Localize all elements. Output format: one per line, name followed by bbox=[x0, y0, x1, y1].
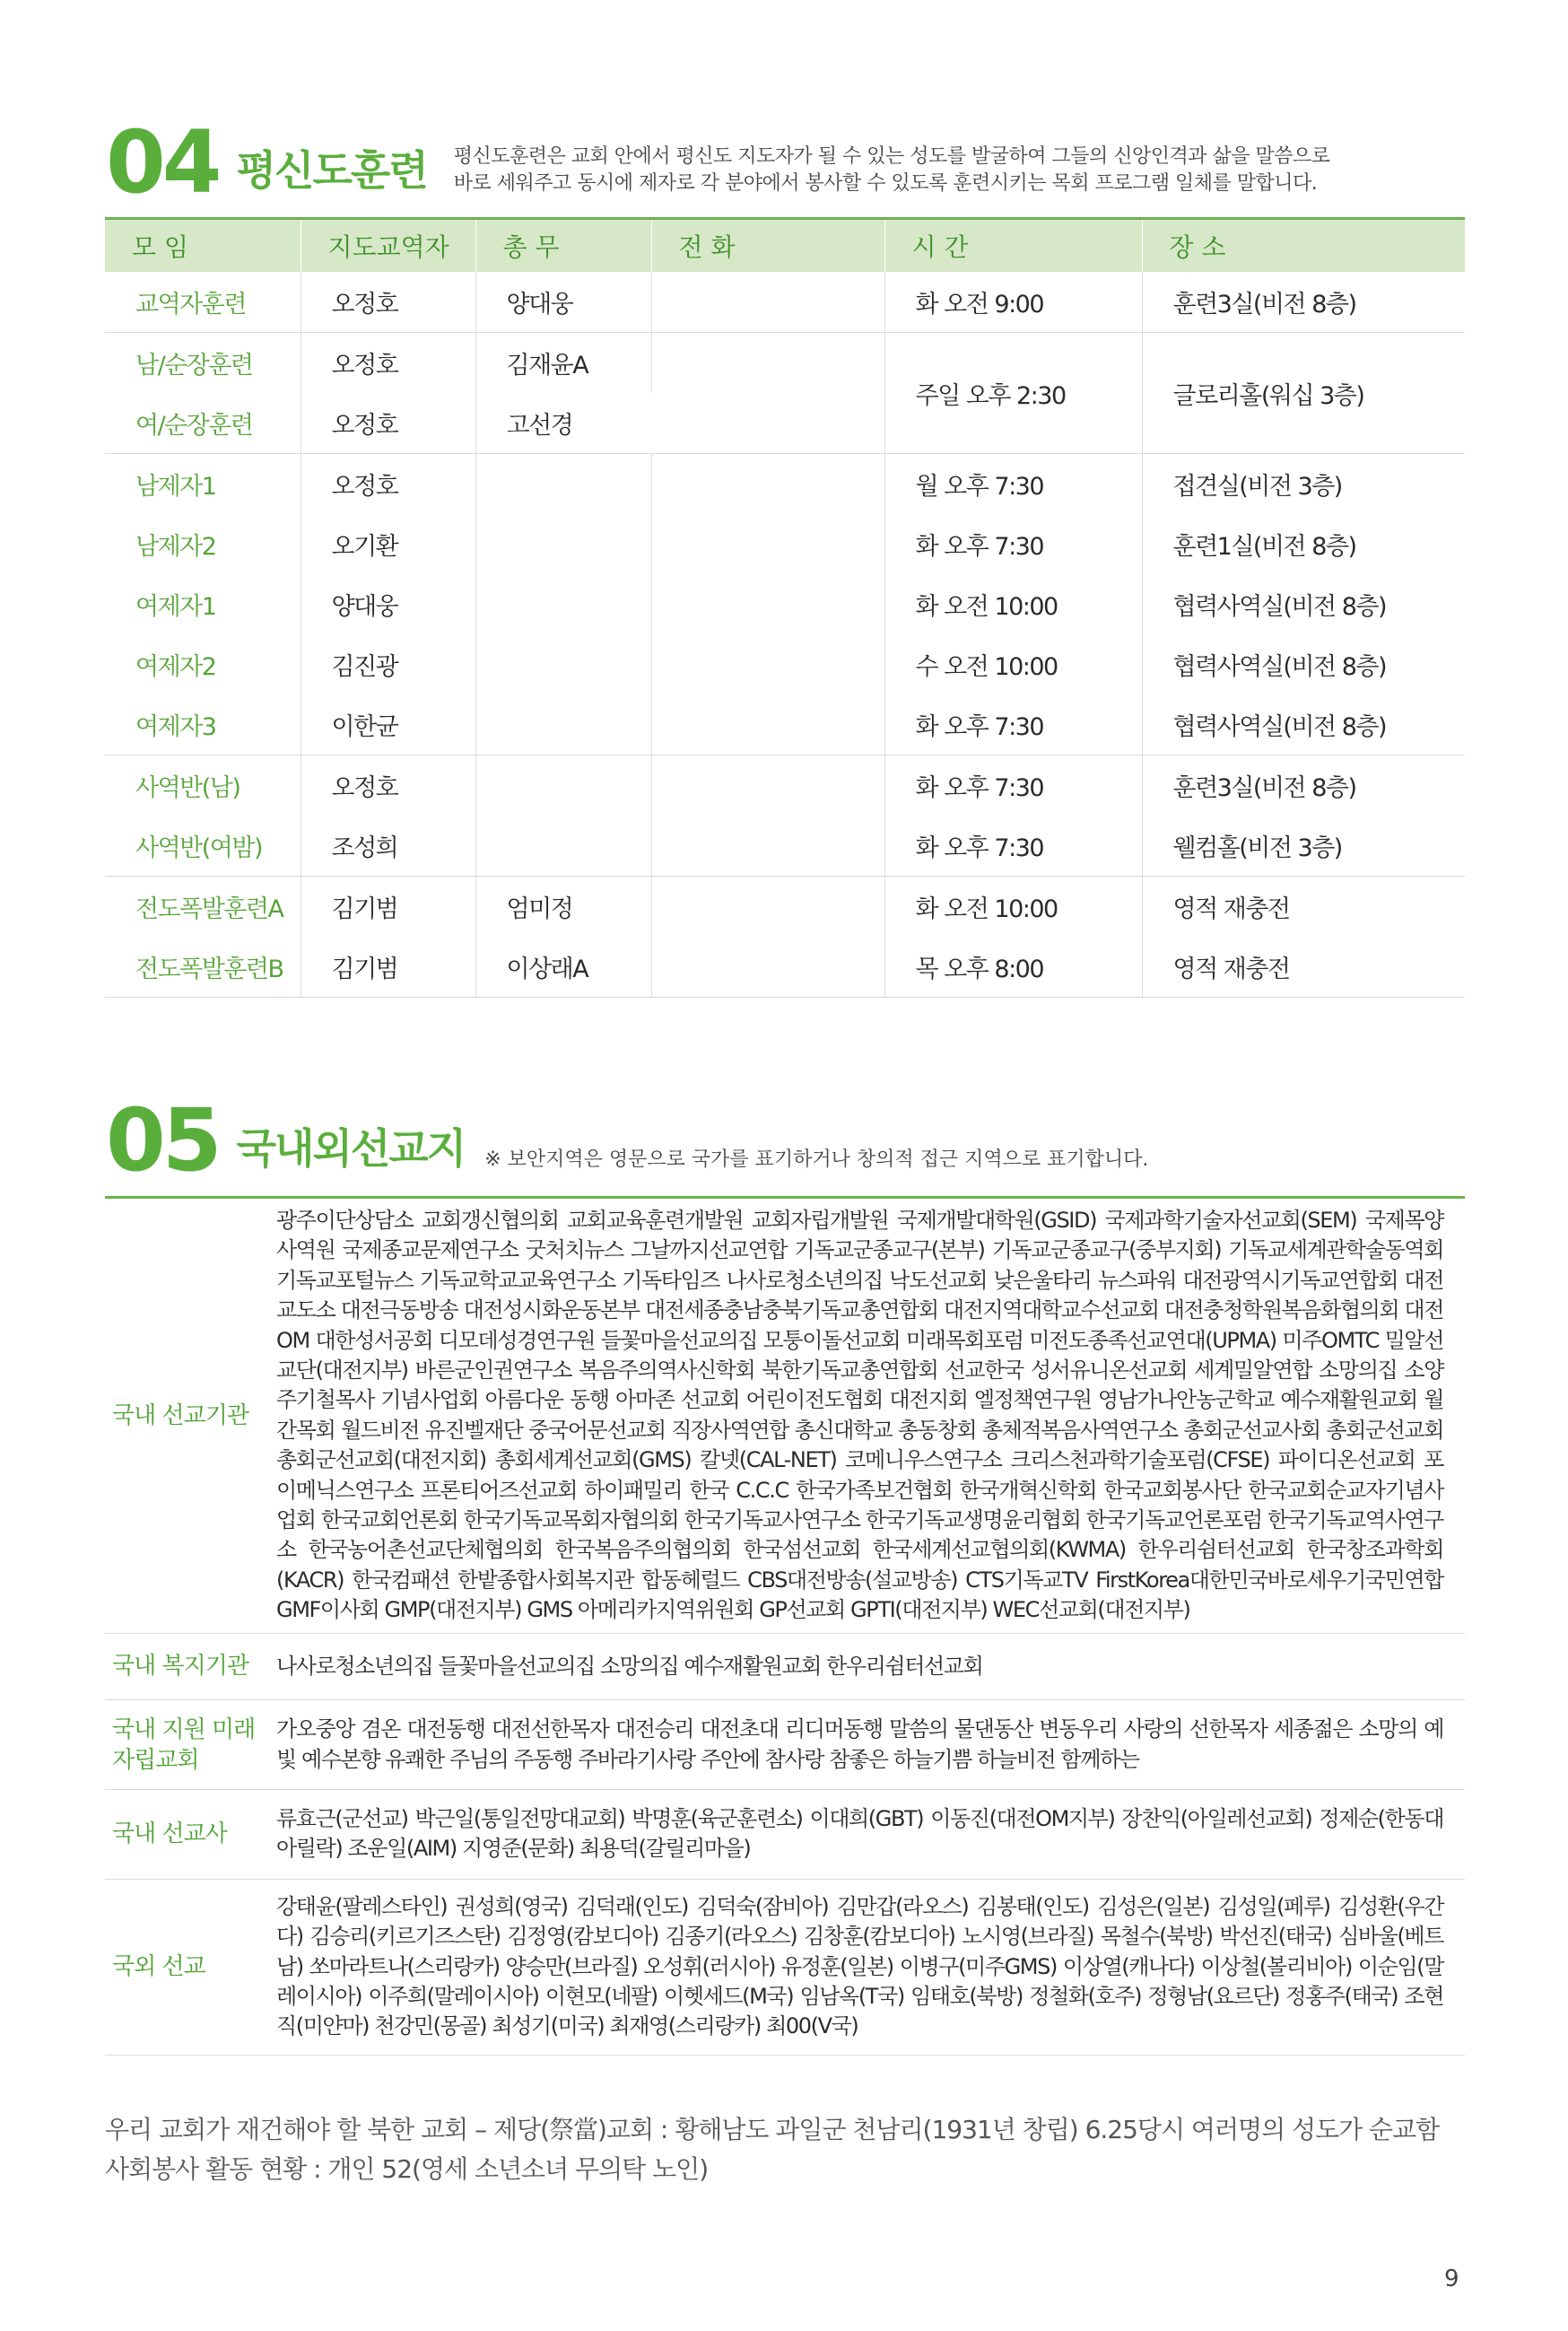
time-cell: 화 오후 7:30 bbox=[884, 694, 1142, 755]
meeting-name: 남제자2 bbox=[105, 514, 301, 574]
phone-cell bbox=[651, 755, 884, 816]
table-row bbox=[105, 454, 1465, 515]
mission-content: 강태윤(팔레스타인) 권성희(영국) 김덕래(인도) 김덕숙(잠비아) 김만갑(라오스) 김봉태(인도) 김성은(일본) 김성일(페루) 김성환(우간다) 김승리(키르기즈스탄) 김정영(캄보디아) 김종기(라오스) 김창훈(캄보디아) 노시영(브라질) 목철수(북방) 박선진(태국) 심바울(베트남) 쏘마라트나(스리랑카) 양승만(브라질) 오성휘(러시아) 유정훈(일본) 이병구(미주GMS) 이상열(캐나다) 이상철(볼리비아) 이순임(말레이시아) 이주희(말레이시아) 이현모(네팔) 이헷세드(M국) 임남옥(T국) 임태호(북방) 정철화(호주) 정형남(요르단) 정홍주(태국) 조현직(미얀마) 천강민(몽골) 최성기(미국) 최재영(스리랑카) 최00(V국) bbox=[273, 1879, 1465, 2055]
leader-name: 오정호 bbox=[301, 393, 475, 454]
footnote-north-korea-church: 우리 교회가 재건해야 할 북한 교회 – 제당(祭當)교회 : 황해남도 과일군 천남리(1931년 창립) 6.25당시 여러명의 성도가 순교함 bbox=[105, 2115, 1440, 2144]
section-04-description bbox=[454, 144, 1330, 197]
leader-name: 오정호 bbox=[301, 333, 475, 394]
phone-cell bbox=[651, 877, 884, 938]
table-row bbox=[105, 272, 1465, 333]
secretary-name bbox=[475, 816, 651, 877]
mission-row bbox=[105, 1198, 1465, 1634]
time-cell: 화 오전 9:00 bbox=[884, 272, 1142, 333]
header-time: 시 간 bbox=[884, 219, 1142, 273]
section-04-desc-line: 바로 세워주고 동시에 제자로 각 분야에서 봉사할 수 있도록 훈련시키는 목회 프로그램 일체를 말합니다. bbox=[453, 172, 1318, 195]
table-row bbox=[105, 877, 1465, 938]
section-05-header bbox=[106, 1090, 1149, 1191]
meeting-name: 여제자2 bbox=[105, 634, 301, 694]
place-cell: 훈련1실(비전 8층) bbox=[1172, 533, 1356, 561]
place-cell: 훈련3실(비전 8층) bbox=[1172, 774, 1356, 802]
page-number: 9 bbox=[1444, 2266, 1459, 2292]
table-row bbox=[105, 333, 1465, 394]
place-cell: 웰컴홀(비전 3층) bbox=[1142, 816, 1465, 877]
training-schedule-table bbox=[105, 217, 1465, 998]
footnote-social-service: 사회봉사 활동 현황 : 개인 52(영세 소년소녀 무의탁 노인) bbox=[105, 2154, 709, 2184]
mission-row bbox=[105, 1633, 1465, 1699]
secretary-name bbox=[475, 454, 651, 515]
mission-content: 광주이단상담소 교회갱신협의회 교회교육훈련개발원 교회자립개발원 국제개발대학원(GSID) 국제과학기술자선교회(SEM) 국제목양사역원 국제종교문제연구소 굿처치뉴스 그날까지선교연합 기독교군종교구(본부) 기독교군종교구(중부지회) 기독교세계관학술동역회 기독교포털뉴스 기독교학교교육연구소 기독타임즈 나사로청소년의집 낙도선교회 낮은울타리 뉴스파워 대전광역시기독교연합회 대전교도소 대전극동방송 대전성시화운동본부 대전세종충남충북기독교총연합회 대전지역대학교수선교회 대전충청학원복음화협의회 대전OM 대한성서공회 디모데성경연구원 들꽃마을선교의집 모퉁이돌선교회 미래목회포럼 미전도종족선교연대(UPMA) 미주OMTC 밀알선교단(대전지부) 바른군인권연구소 복음주의역사신학회 북한기독교총연합회 선교한국 성서유니온선교회 세계밀알연합 소망의집 소양 주기철목사 기념사업회 아름다운 동행 아마존 선교회 어린이전도협회 대전지회 엘정책연구원 영남가나안농군학교 예수재활원교회 월간목회 월드비전 유진벨재단 중국어문선교회 직장사역연합 총신대학교 총동창회 총체적복음사역연구소 총회군선교사회 총회군선교회 총회군선교회(대전지회) 총회세계선교회(GMS) 칼넷(CAL-NET) 코메니우스연구소 크리스천과학기술포럼(CFSE) 파이디온선교회 포이메닉스연구소 프론티어즈선교회 하이패밀리 한국 C.C.C 한국가족보건협회 한국개혁신학회 한국교회봉사단 한국교회순교자기념사업회 한국교회언론회 한국기독교목회자협의회 한국기독교사연구소 한국기독교생명윤리협회 한국기독교언론포럼 한국기독교역사연구소 한국농어촌선교단체협의회 한국복음주의협의회 한국섬선교회 한국세계선교협의회(KWMA) 한우리쉼터선교회 한국창조과학회(KACR) 한국컴패션 한밭종합사회복지관 합동헤럴드 CBS대전방송(설교방송) CTS기독교TV FirstKorea대한민국바로세우기국민연합 GMF이사회 GMP(대전지부) GMS 아메리카지역위원회 GP선교회 GPTI(대전지부) WEC선교회(대전지부) bbox=[273, 1198, 1465, 1634]
phone-cell bbox=[651, 816, 884, 877]
section-05-note: ※ 보안지역은 영문으로 국가를 표기하거나 창의적 접근 지역으로 표기합니다. bbox=[484, 1148, 1149, 1171]
table-row bbox=[105, 755, 1465, 816]
secretary-name: 엄미정 bbox=[475, 877, 651, 938]
mission-content: 나사로청소년의집 들꽃마을선교의집 소망의집 예수재활원교회 한우리쉼터선교회 bbox=[273, 1633, 1465, 1699]
header-secretary: 총 무 bbox=[475, 219, 651, 273]
table-header-row bbox=[105, 219, 1465, 273]
header-meeting: 모 임 bbox=[105, 219, 301, 273]
phone-cell bbox=[651, 272, 884, 333]
mission-content: 류효근(군선교) 박근일(통일전망대교회) 박명훈(육군훈련소) 이대희(GBT) 이동진(대전OM지부) 장찬익(아일레선교회) 정제순(한동대 아릴락) 조운일(AIM) 지영준(문화) 최용덕(갈릴리마을) bbox=[273, 1789, 1465, 1879]
table-row bbox=[105, 816, 1465, 877]
section-04-desc-line: 평신도훈련은 교회 안에서 평신도 지도자가 될 수 있는 성도를 발굴하여 그들의 신앙인격과 삶을 말씀으로 bbox=[453, 145, 1330, 168]
secretary-name: 이상래A bbox=[475, 937, 651, 998]
leader-name: 양대웅 bbox=[301, 574, 475, 634]
place-cell: 영적 재충전 bbox=[1172, 895, 1290, 923]
secretary-name bbox=[475, 574, 651, 634]
meeting-name: 남제자1 bbox=[105, 454, 301, 515]
meeting-name: 남/순장훈련 bbox=[105, 333, 301, 394]
secretary-name: 양대웅 bbox=[475, 272, 651, 333]
time-cell: 화 오전 10:00 bbox=[884, 574, 1142, 634]
mission-category: 국외 선교 bbox=[105, 1879, 273, 2055]
time-cell: 목 오후 8:00 bbox=[884, 937, 1142, 998]
mission-category: 국내 지원 미래자립교회 bbox=[105, 1700, 273, 1790]
meeting-name: 교역자훈련 bbox=[105, 272, 301, 333]
time-cell: 화 오후 7:30 bbox=[884, 514, 1142, 574]
meeting-name: 여제자3 bbox=[105, 694, 301, 755]
secretary-name bbox=[475, 514, 651, 574]
place-cell: 글로리홀(워십 3층) bbox=[1142, 333, 1465, 454]
leader-name: 오정호 bbox=[301, 454, 475, 515]
phone-cell bbox=[651, 937, 884, 998]
meeting-name: 전도폭발훈련B bbox=[105, 937, 301, 998]
section-04-number: 04 bbox=[106, 112, 219, 213]
meeting-name: 여/순장훈련 bbox=[105, 393, 301, 454]
place-cell: 영적 재충전 bbox=[1142, 937, 1465, 998]
time-cell: 수 오전 10:00 bbox=[884, 634, 1142, 694]
mission-content: 가오중앙 겸온 대전동행 대전선한목자 대전승리 대전초대 리디머동행 말씀의 물댄동산 변동우리 사랑의 선한목자 세종젊은 소망의 예빛 예수본향 유쾌한 주님의 주동행 주바라기사랑 주안에 참사랑 참좋은 하늘기쁨 하늘비전 함께하는 bbox=[273, 1700, 1465, 1790]
mission-list-table bbox=[105, 1196, 1465, 2056]
section-04-header bbox=[106, 112, 1330, 213]
place-cell: 접견실(비전 3층) bbox=[1172, 473, 1342, 501]
place-cell: 협력사역실(비전 8층) bbox=[1172, 593, 1386, 621]
leader-name: 조성희 bbox=[301, 816, 475, 877]
secretary-name: 고선경 bbox=[475, 393, 651, 454]
place-cell: 훈련3실(비전 8층) bbox=[1142, 272, 1465, 333]
mission-row bbox=[105, 1879, 1465, 2055]
leader-name: 김기범 bbox=[301, 877, 475, 938]
secretary-name bbox=[475, 634, 651, 694]
leader-name: 이한균 bbox=[301, 694, 475, 755]
meeting-name: 사역반(남) bbox=[105, 755, 301, 816]
mission-row bbox=[105, 1789, 1465, 1879]
time-cell: 화 오후 7:30 bbox=[884, 816, 1142, 877]
mission-category: 국내 선교사 bbox=[105, 1789, 273, 1879]
header-place: 장 소 bbox=[1142, 219, 1465, 273]
meeting-name: 사역반(여밤) bbox=[105, 816, 301, 877]
section-05-number: 05 bbox=[106, 1090, 219, 1191]
header-leader: 지도교역자 bbox=[301, 219, 475, 273]
phone-cell bbox=[651, 454, 884, 755]
mission-category: 국내 복지기관 bbox=[105, 1633, 273, 1699]
place-cell: 협력사역실(비전 8층) bbox=[1142, 694, 1465, 755]
secretary-name: 김재윤A bbox=[475, 333, 651, 394]
place-cell: 협력사역실(비전 8층) bbox=[1172, 653, 1386, 681]
header-phone: 전 화 bbox=[651, 219, 884, 273]
leader-name: 김진광 bbox=[301, 634, 475, 694]
time-cell: 주일 오후 2:30 bbox=[884, 333, 1142, 454]
time-cell: 화 오전 10:00 bbox=[884, 877, 1142, 938]
time-cell: 화 오후 7:30 bbox=[884, 755, 1142, 816]
leader-name: 김기범 bbox=[301, 937, 475, 998]
leader-name: 오정호 bbox=[301, 755, 475, 816]
time-cell: 월 오후 7:30 bbox=[884, 454, 1142, 515]
meeting-name: 여제자1 bbox=[105, 574, 301, 634]
table-row bbox=[105, 937, 1465, 998]
leader-name: 오기환 bbox=[301, 514, 475, 574]
mission-category: 국내 선교기관 bbox=[105, 1198, 273, 1634]
section-05-title: 국내외선교지 bbox=[236, 1124, 466, 1173]
section-04-title: 평신도훈련 bbox=[236, 146, 427, 195]
secretary-name bbox=[475, 694, 651, 755]
secretary-name bbox=[475, 755, 651, 816]
leader-name: 오정호 bbox=[301, 272, 475, 333]
phone-cell bbox=[651, 333, 884, 454]
mission-row bbox=[105, 1700, 1465, 1790]
meeting-name: 전도폭발훈련A bbox=[105, 877, 301, 938]
